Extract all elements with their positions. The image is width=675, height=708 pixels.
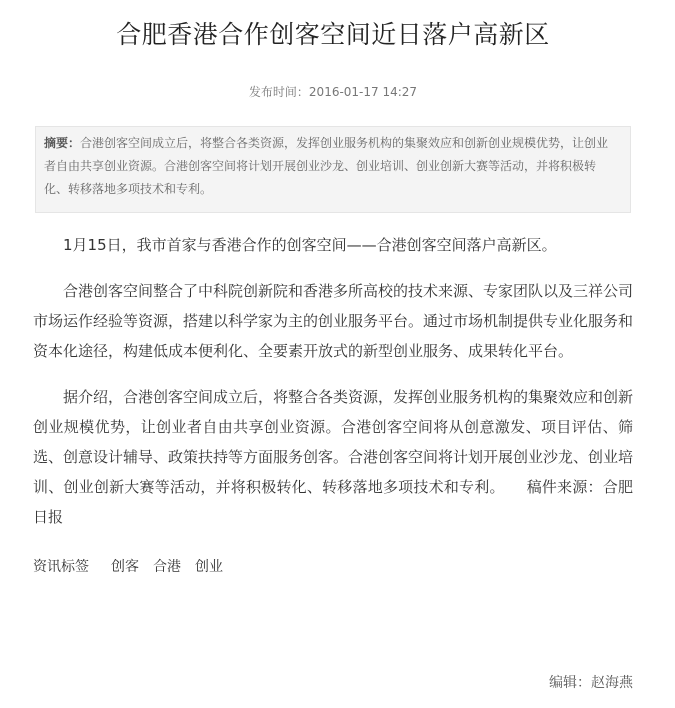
article-title: 合肥香港合作创客空间近日落户高新区 xyxy=(116,20,550,49)
summary-text: 合港创客空间成立后，将整合各类资源，发挥创业服务机构的集聚效应和创新创业规模优势，让创业者自由共享创业资源。合港创客空间将计划开展创业沙龙、创业培训、创业创新大赛等活动，并将积极转化、转移落地多项技术和专利。 xyxy=(44,136,609,196)
tag-link[interactable]: 合港 xyxy=(153,559,181,575)
article-paragraph-with-source xyxy=(33,382,633,532)
tag-link[interactable]: 创客 xyxy=(111,559,139,575)
publish-time: 发布时间：2016-01-17 14:27 xyxy=(248,85,418,99)
tags-label: 资讯标签 xyxy=(33,559,89,575)
tag-link[interactable]: 创业 xyxy=(195,559,223,575)
article-source: 稿件来源：合肥日报 xyxy=(33,478,633,526)
tag-list xyxy=(33,557,633,577)
article-paragraph: 合港创客空间整合了中科院创新院和香港多所高校的技术来源、专家团队以及三祥公司市场运作经验等资源，搭建以科学家为主的创业服务平台。通过市场机制提供专业化服务和资本化途径，构建低成本便利化、全要素开放式的新型创业服务、成果转化平台。 xyxy=(33,282,634,360)
summary-box xyxy=(35,126,631,213)
article-paragraph-text: 据介绍，合港创客空间成立后，将整合各类资源，发挥创业服务机构的集聚效应和创新创业规模优势，让创业者自由共享创业资源。合港创客空间将从创意激发、项目评估、筛选、创意设计辅导、政策扶持等方面服务创客。合港创客空间将计划开展创业沙龙、创业培训、创业创新大赛等活动，并将积极转化、转移落地多项技术和专利。 xyxy=(33,388,634,496)
editor-credit: 编辑：赵海燕 xyxy=(549,675,633,691)
article-body xyxy=(33,230,633,532)
summary-label: 摘要： xyxy=(44,136,81,150)
article-paragraph: 1月15日，我市首家与香港合作的创客空间——合港创客空间落户高新区。 xyxy=(63,236,557,254)
